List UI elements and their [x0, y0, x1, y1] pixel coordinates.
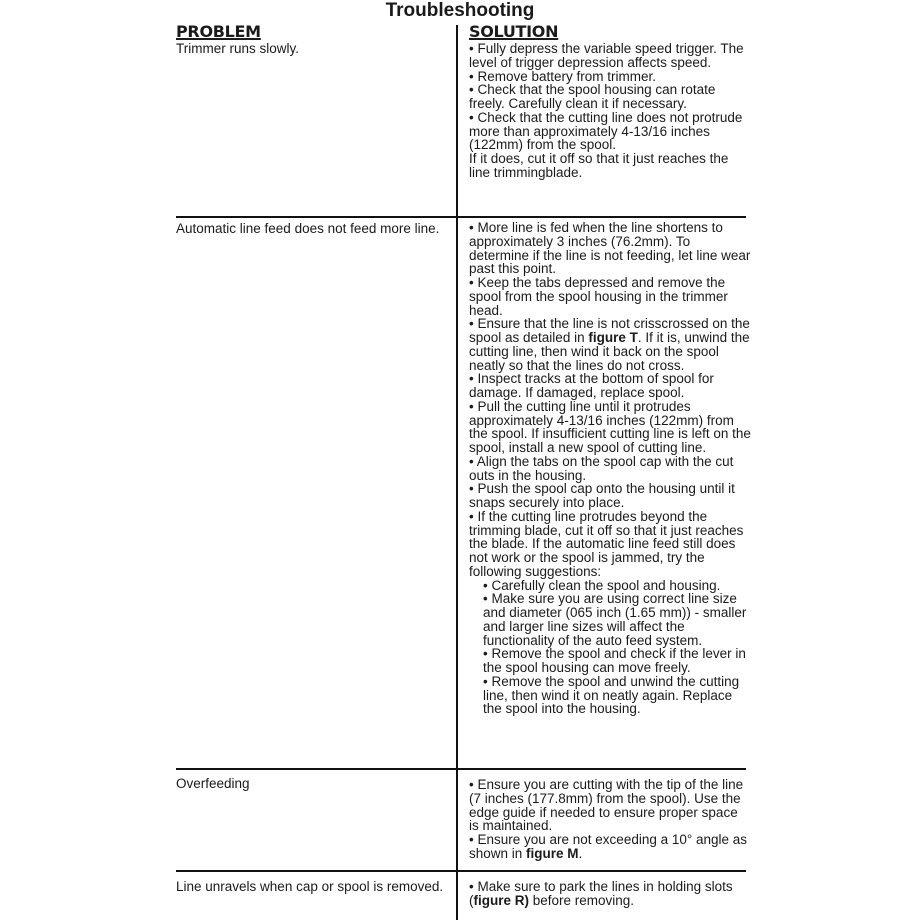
solution-text-segment: • Align the tabs on the spool cap with the cut outs in the housing. [469, 453, 734, 483]
solution-text-segment: • Ensure you are cutting with the tip of the line (7 inches (177.8mm) from the spool). Use the edge guide if needed to ensure proper space is maintained. [469, 777, 744, 834]
solution-text-segment: • Keep the tabs depressed and remove the spool from the spool housing in the trimmer head. [469, 275, 728, 318]
suggestion-item: • Make sure you are using correct line size and diameter (065 inch (1.65 mm)) - smaller and larger line sizes will affect the functionality of the auto feed system. [483, 591, 747, 648]
solution-item [469, 482, 751, 510]
solution-item [469, 400, 751, 455]
solution-text-segment: • More line is fed when the line shortens to approximately 3 inches (76.2mm). To determine if the line is not feeding, let line wear past this point. [469, 220, 751, 277]
solution-item [469, 510, 751, 579]
solution-item [469, 833, 751, 861]
solution-text-segment: • Check that the cutting line does not protrude more than approximately 4-13/16 inches (122mm) from the spool. [469, 109, 743, 153]
suggestion-item: • Carefully clean the spool and housing. [483, 577, 721, 593]
solution-text-segment: • Push the spool cap onto the housing until it snaps securely into place. [469, 481, 735, 510]
suggestion-item: • Remove the spool and check if the lever in the spool housing can move freely. [483, 646, 746, 675]
problem-text: Line unravels when cap or spool is removed. [176, 879, 444, 894]
solution-item [469, 221, 751, 276]
column-divider [456, 25, 458, 920]
solution-text-segment: • Inspect tracks at the bottom of spool for damage. If damaged, replace spool. [469, 371, 714, 400]
solution-item [469, 455, 751, 483]
solution-item [469, 372, 751, 400]
figure-reference: figure T [588, 330, 638, 345]
row-divider [176, 216, 746, 218]
solution-text-segment: If it does, cut it off so that it just reaches the line trimmingblade. [469, 151, 729, 180]
problem-text: Overfeeding [176, 776, 250, 791]
solution-header: SOLUTION [469, 22, 559, 41]
solution-text-segment: • Remove battery from trimmer. [469, 68, 657, 84]
solution-text-segment: • Fully depress the variable speed trigger. The level of trigger depression affects speed. [469, 41, 744, 70]
solution-item [469, 152, 751, 180]
solution-text [469, 778, 751, 861]
suggestion-item: • Remove the spool and unwind the cutting line, then wind it on neatly again. Replace the spool into the housing. [483, 673, 740, 717]
solution-text [469, 42, 751, 180]
solution-text-segment: • Ensure that the line is not crisscrossed on the spool as detailed in [469, 316, 750, 345]
suggestion-list [469, 579, 751, 717]
problem-text: Trimmer runs slowly. [176, 41, 300, 56]
solution-item [469, 276, 751, 317]
solution-item [469, 83, 751, 111]
figure-reference: figure R) [473, 892, 529, 908]
problem-header: PROBLEM [176, 22, 261, 41]
row-divider [176, 870, 746, 872]
solution-text-segment: • Pull the cutting line until it protrudes approximately 4-13/16 inches (122mm) from the spool. If insufficient cutting line is left on the spool, install a new spool of cutting line. [469, 398, 751, 455]
solution-item [469, 880, 751, 908]
solution-text-segment: • Make sure to park the lines in holding slots ( [469, 879, 733, 908]
solution-text-segment: • Check that the spool housing can rotate freely. Carefully clean it if necessary. [469, 82, 716, 111]
problem-text: Automatic line feed does not feed more line. [176, 221, 440, 236]
solution-item [469, 778, 751, 833]
solution-item [469, 42, 751, 70]
solution-item [469, 70, 751, 84]
solution-text-segment: . If it is, unwind the cutting line, then wind it back on the spool neatly so that the lines do not cross. [469, 330, 750, 373]
figure-reference: figure M [526, 845, 579, 861]
page-title: Troubleshooting [385, 0, 535, 21]
solution-text-segment: before removing. [529, 892, 635, 908]
solution-text-segment: . [578, 845, 583, 861]
solution-text-segment: • Ensure you are not exceeding a 10° angle as shown in [469, 832, 748, 861]
solution-text-segment: • If the cutting line protrudes beyond the trimming blade, cut it off so that it just reaches the blade. If the automatic line feed still does not work or the spool is jammed, try the following suggestions: [469, 508, 744, 579]
solution-text [469, 880, 751, 908]
row-divider [176, 768, 746, 770]
solution-text [469, 221, 751, 716]
solution-item [469, 111, 751, 152]
solution-item [469, 317, 751, 372]
